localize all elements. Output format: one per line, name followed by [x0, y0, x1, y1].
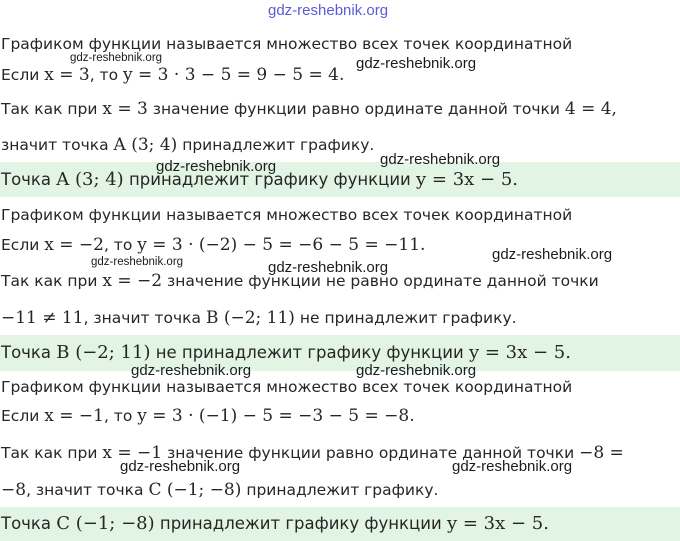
conclusion-text: не принадлежит графику. — [299, 309, 517, 327]
inequality: −11 ≠ 11 — [1, 308, 84, 328]
calculation-line — [0, 405, 680, 427]
comparison-line — [0, 98, 680, 120]
calc-x: x = −2 — [44, 235, 104, 255]
watermark: gdz-reshebnik.org — [70, 52, 163, 64]
answer-prefix: Точка — [1, 514, 51, 533]
answer-point: A (3; 4) — [56, 169, 124, 190]
calc-mid: , то — [89, 66, 119, 84]
answer-point: B (−2; 11) — [56, 342, 151, 363]
conclusion-prefix: , значит точка — [83, 309, 202, 327]
compare-prefix: Так как при — [1, 444, 98, 462]
answer-point: C (−1; −8) — [56, 513, 155, 534]
definition-text: Графиком функции называется множество всех точек координатной — [1, 378, 573, 396]
calc-prefix: Если — [1, 236, 40, 254]
conclusion-prefix: значит точка — [1, 136, 109, 154]
conclusion-value: −8 — [1, 480, 27, 500]
conclusion-prefix: , значит точка — [26, 481, 144, 499]
compare-text: значение функции равно ординате данной точки — [152, 100, 560, 118]
definition-text: Графиком функции называется множество всех точек координатной — [1, 206, 573, 224]
conclusion-text: принадлежит графику. — [246, 481, 439, 499]
calc-expression: y = 3 · (−2) − 5 = −6 − 5 = −11. — [137, 235, 426, 255]
answer-function: y = 3x − 5. — [416, 169, 519, 190]
watermark: gdz-reshebnik.org — [380, 151, 501, 168]
answer-line — [0, 335, 680, 371]
watermark: gdz-reshebnik.org — [120, 458, 241, 475]
calc-expression: y = 3 · 3 − 5 = 9 − 5 = 4. — [123, 65, 345, 85]
watermark-top: gdz-reshebnik.org — [268, 2, 389, 19]
watermark: gdz-reshebnik.org — [91, 256, 184, 268]
calc-mid: , то — [103, 407, 133, 425]
point-label: C (−1; −8) — [148, 480, 242, 500]
definition-line — [0, 376, 680, 398]
conclusion-line — [0, 134, 680, 156]
comparison-line — [0, 442, 680, 464]
calc-prefix: Если — [1, 66, 40, 84]
answer-text: принадлежит графику функции — [159, 514, 442, 533]
watermark: gdz-reshebnik.org — [356, 55, 477, 72]
watermark: gdz-reshebnik.org — [268, 259, 389, 276]
answer-line — [0, 507, 680, 541]
point-label: A (3; 4) — [113, 135, 178, 155]
conclusion-line — [0, 479, 680, 501]
answer-function: y = 3x − 5. — [468, 342, 571, 363]
calc-prefix: Если — [1, 407, 40, 425]
calc-x: x = −1 — [44, 406, 104, 426]
watermark: gdz-reshebnik.org — [356, 362, 477, 379]
conclusion-line — [0, 307, 680, 329]
conclusion-text: принадлежит графику. — [182, 136, 375, 154]
answer-prefix: Точка — [1, 170, 51, 189]
definition-line — [0, 204, 680, 226]
calculation-line — [0, 64, 680, 86]
compare-prefix: Так как при — [1, 272, 98, 290]
compare-equation: 4 = 4, — [564, 99, 617, 119]
compare-text: значение функции не равно ординате данной точки — [167, 272, 599, 290]
answer-prefix: Точка — [1, 343, 51, 362]
watermark: gdz-reshebnik.org — [156, 158, 277, 175]
definition-text: Графиком функции называется множество всех точек координатной — [1, 35, 573, 53]
watermark: gdz-reshebnik.org — [452, 458, 573, 475]
calc-mid: , то — [103, 236, 133, 254]
compare-equation: −8 = — [579, 443, 624, 463]
answer-line — [0, 162, 680, 197]
point-label: B (−2; 11) — [205, 308, 295, 328]
compare-x: x = −1 — [102, 443, 163, 463]
answer-text: не принадлежит графику функции — [155, 343, 464, 362]
calc-expression: y = 3 · (−1) − 5 = −3 − 5 = −8. — [137, 406, 415, 426]
watermark: gdz-reshebnik.org — [131, 362, 252, 379]
compare-x: x = −2 — [102, 271, 163, 291]
compare-prefix: Так как при — [1, 100, 98, 118]
watermark: gdz-reshebnik.org — [492, 246, 613, 263]
compare-text: значение функции равно ординате данной точки — [167, 444, 575, 462]
calc-x: x = 3 — [44, 65, 90, 85]
answer-function: y = 3x − 5. — [446, 513, 549, 534]
answer-text: принадлежит графику функции — [128, 170, 411, 189]
compare-x: x = 3 — [102, 99, 148, 119]
